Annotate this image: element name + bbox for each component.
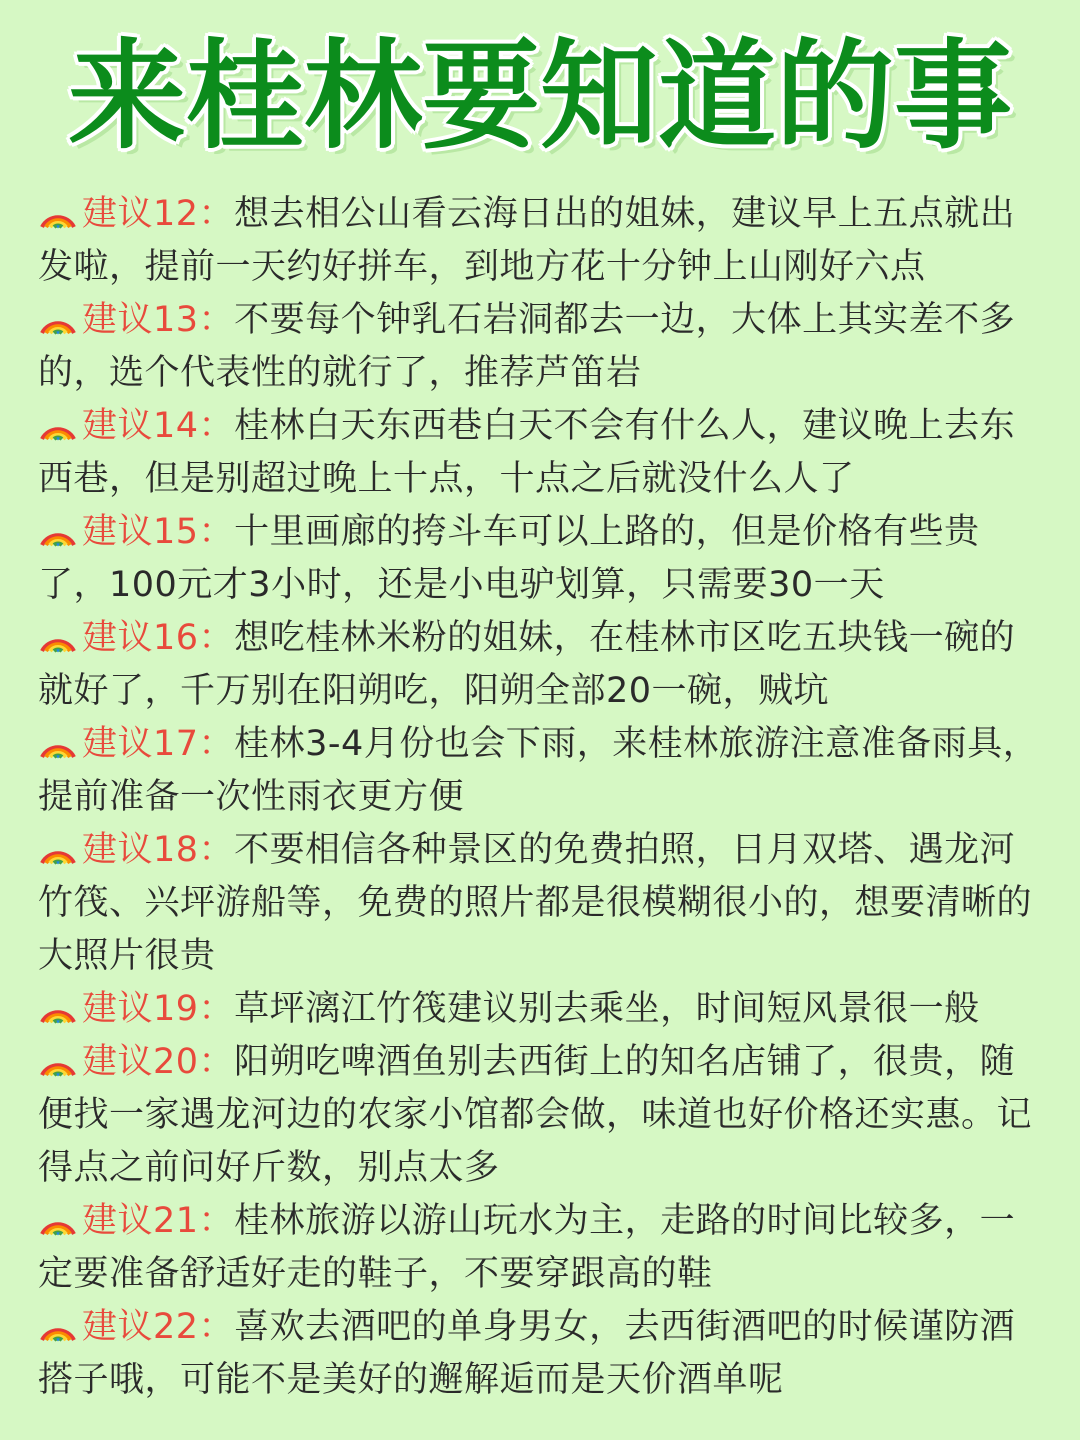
tip-item [38,612,1048,718]
tip-item [38,188,1048,294]
rainbow-icon [38,722,78,756]
tip-label: 建议19 [82,989,199,1029]
tip-label-colon: ： [198,194,235,234]
tip-label: 建议15 [82,512,199,552]
tip-label-colon: ： [198,300,235,340]
tip-label-colon: ： [198,512,235,552]
tip-item [38,1195,1048,1301]
rainbow-icon [38,404,78,438]
tip-text: 想吃桂林米粉的姐妹，在桂林市区吃五块钱一碗的就好了，千万别在阳朔吃，阳朔全部20一碗，贼坑 [38,618,1016,711]
rainbow-icon [38,1040,78,1074]
rainbow-icon [38,987,78,1021]
tip-item [38,824,1048,983]
rainbow-icon [38,1305,78,1339]
tip-label-colon: ： [198,830,235,870]
rainbow-icon [38,828,78,862]
tip-text: 桂林白天东西巷白天不会有什么人，建议晚上去东西巷，但是别超过晚上十点，十点之后就没什么人了 [38,406,1016,499]
tip-item [38,400,1048,506]
tip-text: 不要每个钟乳石岩洞都去一边，大体上其实差不多的，选个代表性的就行了，推荐芦笛岩 [38,300,1016,393]
tip-item [38,718,1048,824]
tip-label-colon: ： [198,1307,235,1347]
tip-text: 桂林3-4月份也会下雨，来桂林旅游注意准备雨具，提前准备一次性雨衣更方便 [38,724,1039,817]
tip-item [38,294,1048,400]
tip-label-colon: ： [198,724,235,764]
rainbow-icon [38,298,78,332]
tip-item [38,506,1048,612]
rainbow-icon [38,616,78,650]
rainbow-icon [38,510,78,544]
tip-item [38,983,1048,1036]
tip-label-colon: ： [198,1201,235,1241]
tip-label: 建议16 [82,618,199,658]
tip-label: 建议12 [82,194,199,234]
tip-item [38,1036,1048,1195]
tip-text: 不要相信各种景区的免费拍照，日月双塔、遇龙河竹筏、兴坪游船等，免费的照片都是很模糊很小的，想要清晰的大照片很贵 [38,830,1033,976]
tip-label: 建议22 [82,1307,199,1347]
tip-text: 草坪漓江竹筏建议别去乘坐，时间短风景很一般 [234,989,980,1029]
tips-list [38,188,1048,1407]
tip-label: 建议17 [82,724,199,764]
tip-label-colon: ： [198,618,235,658]
rainbow-icon [38,1199,78,1233]
tip-text: 想去相公山看云海日出的姐妹，建议早上五点就出发啦，提前一天约好拼车，到地方花十分钟上山刚好六点 [38,194,1016,287]
page-title: 来桂林要知道的事 [67,27,1012,165]
tip-label-colon: ： [198,406,235,446]
tip-text: 阳朔吃啤酒鱼别去西街上的知名店铺了，很贵，随便找一家遇龙河边的农家小馆都会做，味道也好价格还实惠。记得点之前问好斤数，别点太多 [38,1042,1033,1188]
rainbow-icon [38,192,78,226]
tip-label: 建议18 [82,830,199,870]
tip-text: 桂林旅游以游山玩水为主，走路的时间比较多，一定要准备舒适好走的鞋子，不要穿跟高的鞋 [38,1201,1016,1294]
tip-label: 建议20 [82,1042,199,1082]
tip-item [38,1301,1048,1407]
tip-label: 建议21 [82,1201,199,1241]
tip-label: 建议13 [82,300,199,340]
tip-label-colon: ： [198,989,235,1029]
tip-text: 十里画廊的挎斗车可以上路的，但是价格有些贵了，100元才3小时，还是小电驴划算，只需要30一天 [38,512,980,605]
tip-label-colon: ： [198,1042,235,1082]
tip-label: 建议14 [82,406,199,446]
tip-text: 喜欢去酒吧的单身男女，去西街酒吧的时候谨防酒搭子哦，可能不是美好的邂解逅而是天价酒单呢 [38,1307,1016,1400]
